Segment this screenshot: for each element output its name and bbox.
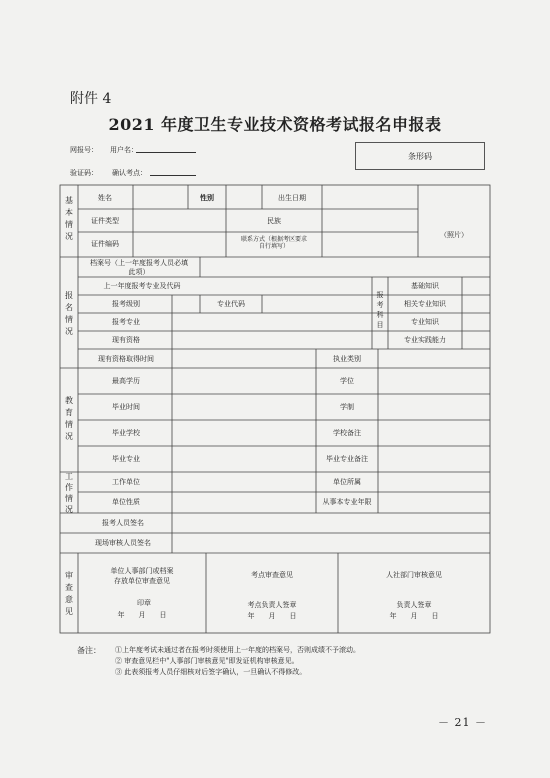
annex-label: 附件 4 <box>70 91 112 107</box>
id-type-label: 证件类型 <box>91 217 119 225</box>
ethnic-label: 民族 <box>267 217 281 225</box>
major-code-label: 专业代码 <box>217 300 245 308</box>
review-unit-seal: 印章 <box>137 599 151 607</box>
subject-1: 基础知识 <box>411 282 439 290</box>
notes-block <box>77 645 360 678</box>
review-unit-label: 单位人事部门或档案 存放单位审查意见 <box>110 567 174 585</box>
section-apply: 报名情况 <box>65 291 73 336</box>
note-2: ② 审查意见栏中"人事部门审核意见"即发证机构审核意见。 <box>115 657 299 665</box>
section-edu: 教育情况 <box>65 396 73 441</box>
school-system-label: 学制 <box>340 403 354 411</box>
practice-type-label: 执业类别 <box>333 355 361 363</box>
unit-belong-label: 单位所属 <box>333 478 361 486</box>
gender-label: 性别 <box>200 193 214 202</box>
years-label: 从事本专业年限 <box>322 498 372 506</box>
review-site-sign: 考点负责人签章 <box>247 601 297 609</box>
qual-time-label: 现有资格取得时间 <box>98 355 154 363</box>
unit-nature-label: 单位性质 <box>112 498 140 506</box>
applicant-sign-label: 报考人员签名 <box>102 519 144 527</box>
degree-label: 学位 <box>340 377 354 385</box>
photo-label: （照片） <box>440 231 468 239</box>
qualification-label: 现有资格 <box>112 336 140 344</box>
section-subjects: 报考科目 <box>376 291 384 329</box>
grad-time-label: 毕业时间 <box>112 403 140 411</box>
verify-label: 验证码： <box>70 169 98 177</box>
page-number: － 21 － <box>438 716 487 729</box>
major-label: 报考专业 <box>112 318 140 326</box>
degree-edu-label: 最高学历 <box>112 377 140 385</box>
confirm-label: 确认考点： <box>112 169 147 177</box>
notes-label: 备注： <box>77 646 101 655</box>
note-3: ③ 此表须报考人员仔细核对后签字确认，一旦确认不得修改。 <box>115 668 307 676</box>
review-hr-sign: 负责人签章 <box>396 601 432 609</box>
page-title: 2021 年度卫生专业技术资格考试报名申报表 <box>108 115 442 134</box>
username-label: 用户名： <box>110 146 138 154</box>
grad-major-note-label: 毕业专业备注 <box>326 455 368 463</box>
last-year-label: 上一年度报考专业及代码 <box>103 282 181 290</box>
subject-4: 专业实践能力 <box>404 336 446 344</box>
onsite-sign-label: 现场审核人员签名 <box>95 539 151 547</box>
review-site-date: 年 月 日 <box>247 612 297 620</box>
id-no-label: 证件编码 <box>91 240 119 248</box>
review-hr-label: 人社部门审核意见 <box>386 571 442 579</box>
name-label: 姓名 <box>98 194 112 202</box>
work-unit-label: 工作单位 <box>112 478 140 486</box>
net-no-label: 网报号： <box>70 146 98 154</box>
review-unit-date: 年 月 日 <box>117 611 167 619</box>
birth-label: 出生日期 <box>278 194 306 202</box>
note-1: ①上年度考试未通过者在报考时须使用上一年度的档案号，否则成绩不予滚动。 <box>115 646 360 654</box>
school-note-label: 学校备注 <box>333 429 361 437</box>
grad-major-label: 毕业专业 <box>112 455 140 463</box>
section-work: 工作情况 <box>65 472 73 514</box>
archive-label: 档案号（上一年度报考人员必填 此项） <box>90 259 188 276</box>
level-label: 报考级别 <box>112 300 140 308</box>
review-site-label: 考点审查意见 <box>251 571 293 579</box>
review-hr-date: 年 月 日 <box>389 612 439 620</box>
section-basic: 基本情况 <box>65 196 73 241</box>
subject-2: 相关专业知识 <box>404 300 446 308</box>
contact-label: 联系方式（根据考区要求 自行填写） <box>240 236 308 250</box>
school-label: 毕业学校 <box>112 429 140 437</box>
subject-3: 专业知识 <box>411 318 439 326</box>
section-review: 审查意见 <box>65 571 73 616</box>
barcode-label: 条形码 <box>408 151 432 161</box>
